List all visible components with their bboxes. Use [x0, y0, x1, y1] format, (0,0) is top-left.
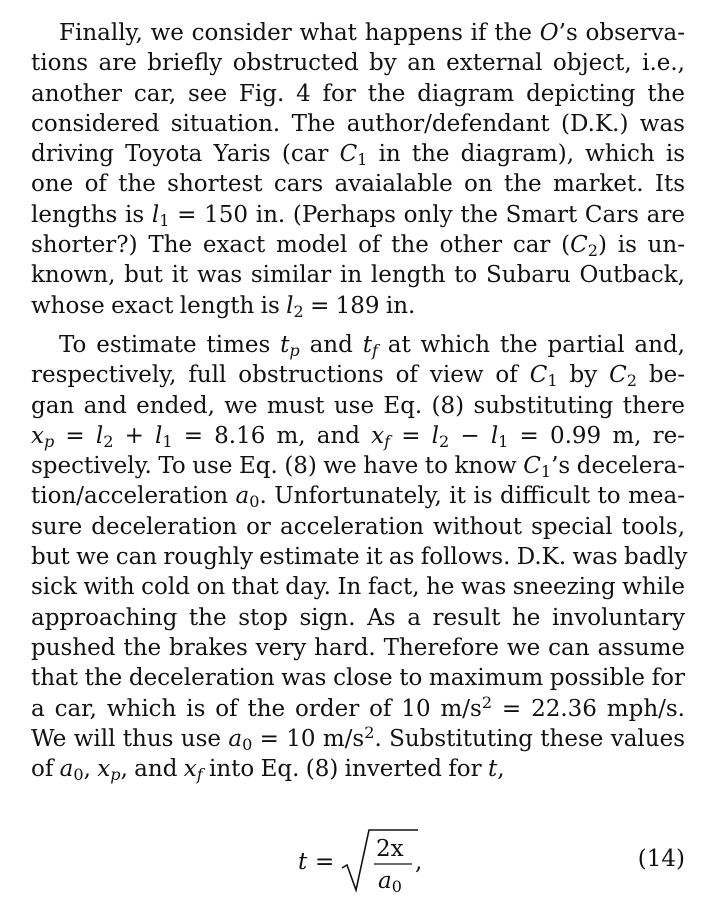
text-line: pushed the brakes very hard. Therefore we can assume	[31, 634, 685, 661]
text-line: driving Toyota Yaris (car $C_1$ in the diagram), which is	[31, 141, 685, 170]
text-line: but we can roughly estimate it as follows. D.K. was badly	[31, 544, 688, 571]
text-line: respectively, full obstructions of view of $C_1$ by $C_2$ be-	[31, 362, 686, 391]
equation-numerator: 2x	[376, 836, 404, 862]
text-line: of $a_0$, $x_p$, and $x_f$ into Eq. (8) inverted for t,	[31, 756, 505, 785]
text-line: whose exact length is $l_2 = 189$ in.	[31, 292, 416, 321]
text-line: considered situation. The author/defendant (D.K.) was	[31, 110, 685, 137]
paragraph-2	[31, 330, 688, 785]
equation-formula	[296, 826, 436, 896]
equation-equals: =	[315, 849, 335, 875]
text-line: tion/acceleration $a_0$. Unfortunately, it is difficult to mea-	[31, 483, 685, 512]
text-line: known, but it was similar in length to Subaru Outback,	[31, 262, 685, 289]
text-line: lengths is $l_1 = 150$ in. (Perhaps only the Smart Cars are	[31, 201, 685, 230]
text-line: one of the shortest cars avaialable on the market. Its	[31, 171, 685, 198]
text-line: spectively. To use Eq. (8) we have to know $C_1’s$ decelera-	[31, 453, 686, 482]
text-line: that the deceleration was close to maximum possible for	[31, 665, 685, 692]
equation-14	[0, 826, 702, 896]
text-line: sure deceleration or acceleration without special tools,	[31, 513, 685, 540]
paragraph-1	[31, 18, 685, 321]
text-line: sick with cold on that day. In fact, he was sneezing while	[31, 574, 685, 601]
text-line: $x_p = l_2 + l_1 = 8.16$ m, and $x_f = l_2 - l_1 = 0.99$ m, re-	[31, 422, 685, 451]
text-line: tions are briefly obstructed by an external object, i.e.,	[31, 50, 685, 77]
equation-lhs: t	[298, 849, 308, 875]
text-line: We will thus use $a_0 = 10$ $m/s^2$. Substituting these values	[31, 722, 685, 754]
text-line: Finally, we consider what happens if the O’s observa-	[59, 20, 685, 46]
text-line: shorter?) The exact model of the other car $(C_2)$ is un-	[31, 232, 686, 261]
text-line: another car, see Fig. 4 for the diagram depicting the	[31, 80, 685, 107]
equation-denominator: a0	[378, 868, 402, 896]
text-line: To estimate times $t_p$ and $t_f$ at which the partial and,	[59, 332, 685, 361]
text-line: approaching the stop sign. As a result he involuntary	[31, 604, 685, 631]
equation-comma: ,	[415, 849, 423, 875]
text-line: gan and ended, we must use Eq. (8) substituting there	[31, 392, 685, 419]
text-line: a car, which is of the order of 10 $m/s^2 = 22.36$ mph/s.	[31, 692, 685, 722]
equation-number: (14)	[637, 846, 685, 872]
